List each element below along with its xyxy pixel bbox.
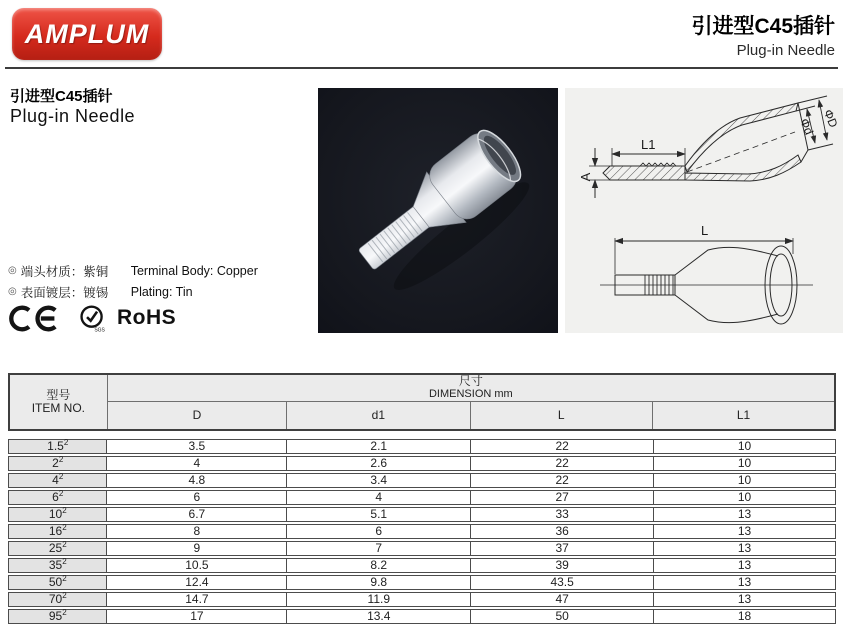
product-title-en: Plug-in Needle bbox=[10, 106, 136, 126]
item-no-value: 35 bbox=[48, 558, 63, 572]
dimension-table bbox=[8, 437, 836, 626]
table-row bbox=[8, 558, 836, 573]
d1-cell: 7 bbox=[286, 541, 470, 556]
L1-cell: 10 bbox=[653, 439, 836, 454]
dimension-header-en: DIMENSION mm bbox=[428, 388, 513, 400]
L-cell: 27 bbox=[470, 490, 653, 505]
material-specs bbox=[8, 260, 258, 302]
spec-plating-cn: 表面镀层：镀锡 bbox=[20, 285, 109, 300]
table-row bbox=[8, 439, 836, 454]
profile-view bbox=[600, 238, 813, 324]
d1-cell: 6 bbox=[286, 524, 470, 539]
item-no-cell bbox=[8, 473, 106, 488]
page-title bbox=[691, 10, 835, 59]
item-no-cell bbox=[8, 558, 106, 573]
quality-check-icon bbox=[77, 303, 108, 334]
bullet-icon: ◎ bbox=[8, 286, 17, 297]
label-L1: L1 bbox=[641, 137, 656, 152]
table-row bbox=[8, 575, 836, 590]
L-cell: 47 bbox=[470, 592, 653, 607]
brand-logo bbox=[12, 8, 162, 60]
item-no-superscript: 2 bbox=[58, 455, 64, 464]
item-no-superscript: 2 bbox=[62, 608, 67, 617]
D-cell: 10.5 bbox=[106, 558, 286, 573]
item-no-superscript: 2 bbox=[58, 472, 64, 481]
brand-logo-text: AMPLUM bbox=[24, 18, 150, 49]
item-no-superscript: 2 bbox=[62, 557, 67, 566]
table-row bbox=[8, 609, 836, 624]
D-cell: 14.7 bbox=[106, 592, 286, 607]
label-phi-D: ΦD bbox=[820, 107, 841, 130]
technical-drawing bbox=[565, 88, 843, 333]
table-body bbox=[8, 439, 836, 624]
item-no-superscript: 2 bbox=[62, 506, 67, 515]
d1-cell: 5.1 bbox=[286, 507, 470, 522]
D-cell: 6 bbox=[106, 490, 286, 505]
L1-cell: 10 bbox=[653, 456, 836, 471]
item-no-value: 6 bbox=[52, 490, 59, 504]
L1-cell: 13 bbox=[653, 575, 836, 590]
D-cell: 4 bbox=[106, 456, 286, 471]
column-header-D: D bbox=[107, 402, 286, 430]
column-header-L1: L1 bbox=[652, 402, 835, 430]
D-cell: 9 bbox=[106, 541, 286, 556]
item-no-value: 1.5 bbox=[47, 439, 64, 453]
d1-cell: 3.4 bbox=[286, 473, 470, 488]
D-cell: 3.5 bbox=[106, 439, 286, 454]
product-photo bbox=[318, 88, 558, 333]
item-no-header bbox=[9, 374, 107, 430]
spec-terminal-body bbox=[8, 260, 258, 281]
item-no-value: 25 bbox=[48, 541, 63, 555]
product-title bbox=[10, 85, 135, 127]
d1-cell: 8.2 bbox=[286, 558, 470, 573]
L1-cell: 13 bbox=[653, 541, 836, 556]
item-no-cell bbox=[8, 541, 106, 556]
L-cell: 33 bbox=[470, 507, 653, 522]
spec-plating bbox=[8, 281, 258, 302]
item-no-cell bbox=[8, 609, 106, 624]
L-cell: 22 bbox=[470, 473, 653, 488]
header-divider bbox=[5, 67, 838, 69]
D-cell: 12.4 bbox=[106, 575, 286, 590]
svg-text:SGS: SGS bbox=[94, 326, 105, 333]
D-cell: 4.8 bbox=[106, 473, 286, 488]
table-row bbox=[8, 490, 836, 505]
D-cell: 8 bbox=[106, 524, 286, 539]
page-title-en: Plug-in Needle bbox=[736, 42, 835, 59]
table-row bbox=[8, 507, 836, 522]
table-row bbox=[8, 473, 836, 488]
item-no-superscript: 2 bbox=[63, 438, 69, 447]
item-no-cell bbox=[8, 524, 106, 539]
L-cell: 37 bbox=[470, 541, 653, 556]
item-no-value: 50 bbox=[48, 575, 63, 589]
item-no-superscript: 2 bbox=[58, 489, 64, 498]
L-cell: 22 bbox=[470, 439, 653, 454]
L1-cell: 10 bbox=[653, 490, 836, 505]
dimension-header bbox=[107, 374, 835, 402]
spec-plating-en: Plating: Tin bbox=[130, 284, 193, 299]
item-no-cell bbox=[8, 507, 106, 522]
column-header-L: L bbox=[470, 402, 652, 430]
label-phi-d: Φd bbox=[797, 116, 817, 137]
item-no-header-cn: 型号 bbox=[46, 387, 71, 402]
item-no-superscript: 2 bbox=[62, 523, 67, 532]
page-title-cn: 引进型C45插针 bbox=[691, 15, 835, 38]
d1-cell: 9.8 bbox=[286, 575, 470, 590]
L-cell: 22 bbox=[470, 456, 653, 471]
L1-cell: 13 bbox=[653, 558, 836, 573]
item-no-header-en: ITEM NO. bbox=[31, 400, 86, 415]
table-row bbox=[8, 541, 836, 556]
table-row bbox=[8, 456, 836, 471]
ce-mark-icon bbox=[8, 304, 68, 333]
L-cell: 50 bbox=[470, 609, 653, 624]
L1-cell: 13 bbox=[653, 507, 836, 522]
label-L: L bbox=[701, 223, 709, 238]
L-cell: 36 bbox=[470, 524, 653, 539]
product-title-cn: 引进型C45插针 bbox=[10, 88, 113, 105]
D-cell: 6.7 bbox=[106, 507, 286, 522]
item-no-cell bbox=[8, 456, 106, 471]
rohs-label: RoHS bbox=[117, 306, 177, 329]
item-no-value: 95 bbox=[48, 609, 63, 623]
item-no-cell bbox=[8, 439, 106, 454]
item-no-value: 2 bbox=[52, 456, 59, 470]
item-no-cell bbox=[8, 575, 106, 590]
table-row bbox=[8, 592, 836, 607]
L1-cell: 13 bbox=[653, 524, 836, 539]
d1-cell: 13.4 bbox=[286, 609, 470, 624]
certification-marks bbox=[8, 302, 176, 334]
d1-cell: 2.1 bbox=[286, 439, 470, 454]
L-cell: 43.5 bbox=[470, 575, 653, 590]
item-no-value: 70 bbox=[48, 592, 63, 606]
d1-cell: 2.6 bbox=[286, 456, 470, 471]
spec-terminal-body-en: Terminal Body: Copper bbox=[130, 263, 258, 278]
label-A: A bbox=[578, 172, 593, 182]
d1-cell: 4 bbox=[286, 490, 470, 505]
dimension-table-header bbox=[8, 373, 836, 431]
d1-cell: 11.9 bbox=[286, 592, 470, 607]
section-view bbox=[589, 96, 833, 198]
item-no-cell bbox=[8, 592, 106, 607]
D-cell: 17 bbox=[106, 609, 286, 624]
item-no-value: 10 bbox=[48, 507, 63, 521]
L-cell: 39 bbox=[470, 558, 653, 573]
L1-cell: 10 bbox=[653, 473, 836, 488]
item-no-value: 4 bbox=[52, 473, 59, 487]
L1-cell: 18 bbox=[653, 609, 836, 624]
L1-cell: 13 bbox=[653, 592, 836, 607]
item-no-value: 16 bbox=[48, 524, 63, 538]
dimension-header-cn: 尺寸 bbox=[458, 374, 483, 388]
item-no-superscript: 2 bbox=[62, 591, 67, 600]
bullet-icon: ◎ bbox=[8, 265, 17, 276]
item-no-cell bbox=[8, 490, 106, 505]
item-no-superscript: 2 bbox=[62, 540, 67, 549]
table-row bbox=[8, 524, 836, 539]
column-header-d1: d1 bbox=[287, 402, 470, 430]
spec-terminal-body-cn: 端头材质：紫铜 bbox=[20, 264, 109, 279]
item-no-superscript: 2 bbox=[62, 574, 67, 583]
